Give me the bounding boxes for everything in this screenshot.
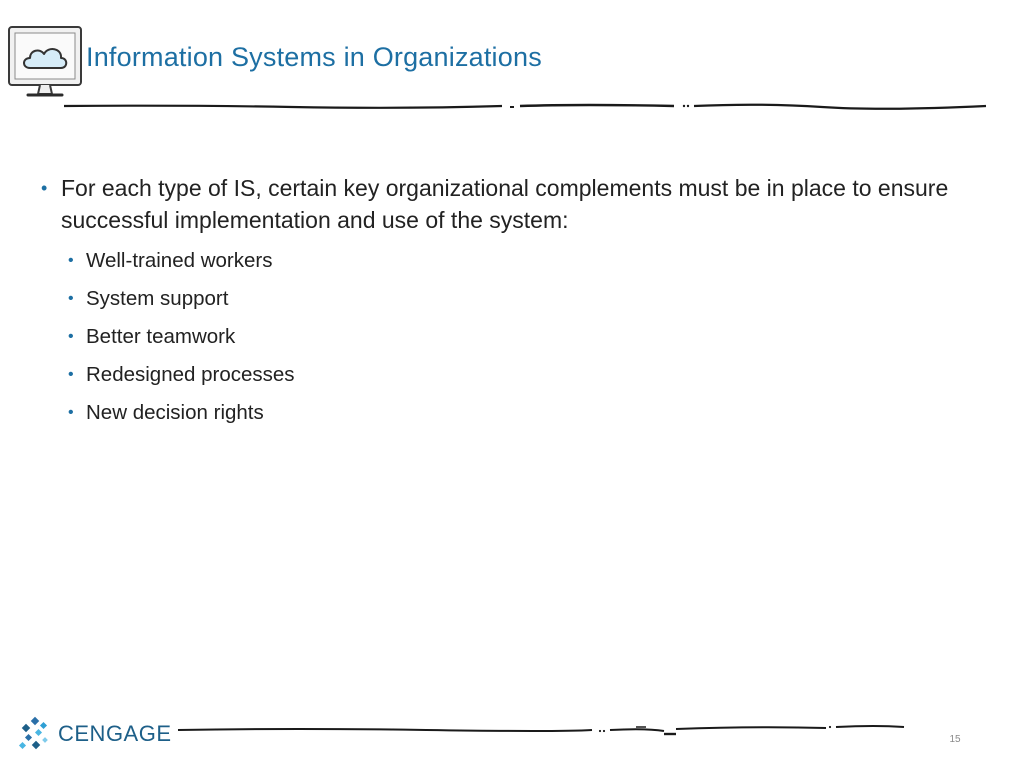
bullet-icon: • bbox=[68, 252, 74, 269]
bullet-icon: • bbox=[68, 290, 74, 307]
bullet-icon: • bbox=[68, 328, 74, 345]
sub-list bbox=[38, 242, 978, 432]
cengage-logo bbox=[18, 716, 172, 752]
bullet-icon: • bbox=[68, 366, 74, 383]
page-number: 15 bbox=[949, 734, 961, 745]
sub-bullet-text: Well-trained workers bbox=[86, 249, 273, 272]
content-area bbox=[38, 172, 978, 432]
sub-bullet-text: Better teamwork bbox=[86, 325, 236, 348]
list-item bbox=[38, 394, 978, 432]
footer-divider bbox=[176, 722, 906, 736]
sub-bullet-text: System support bbox=[86, 287, 229, 310]
sub-bullet-text: Redesigned processes bbox=[86, 363, 295, 386]
list-item bbox=[38, 356, 978, 394]
logo-text: CENGAGE bbox=[58, 721, 172, 746]
bullet-icon: • bbox=[41, 178, 48, 198]
list-item bbox=[38, 318, 978, 356]
bullet-icon: • bbox=[68, 404, 74, 421]
title-divider bbox=[62, 100, 988, 114]
list-item bbox=[38, 242, 978, 280]
slide-title: Information Systems in Organizations bbox=[86, 42, 542, 72]
computer-monitor-cloud-icon bbox=[6, 24, 84, 104]
list-item bbox=[38, 172, 978, 236]
list-item bbox=[38, 280, 978, 318]
sub-bullet-text: New decision rights bbox=[86, 401, 264, 424]
bullet-text: For each type of IS, certain key organizational complements must be in place to ensure successful implementation and use of the system: bbox=[61, 175, 949, 233]
cengage-logo-mark bbox=[18, 716, 52, 752]
